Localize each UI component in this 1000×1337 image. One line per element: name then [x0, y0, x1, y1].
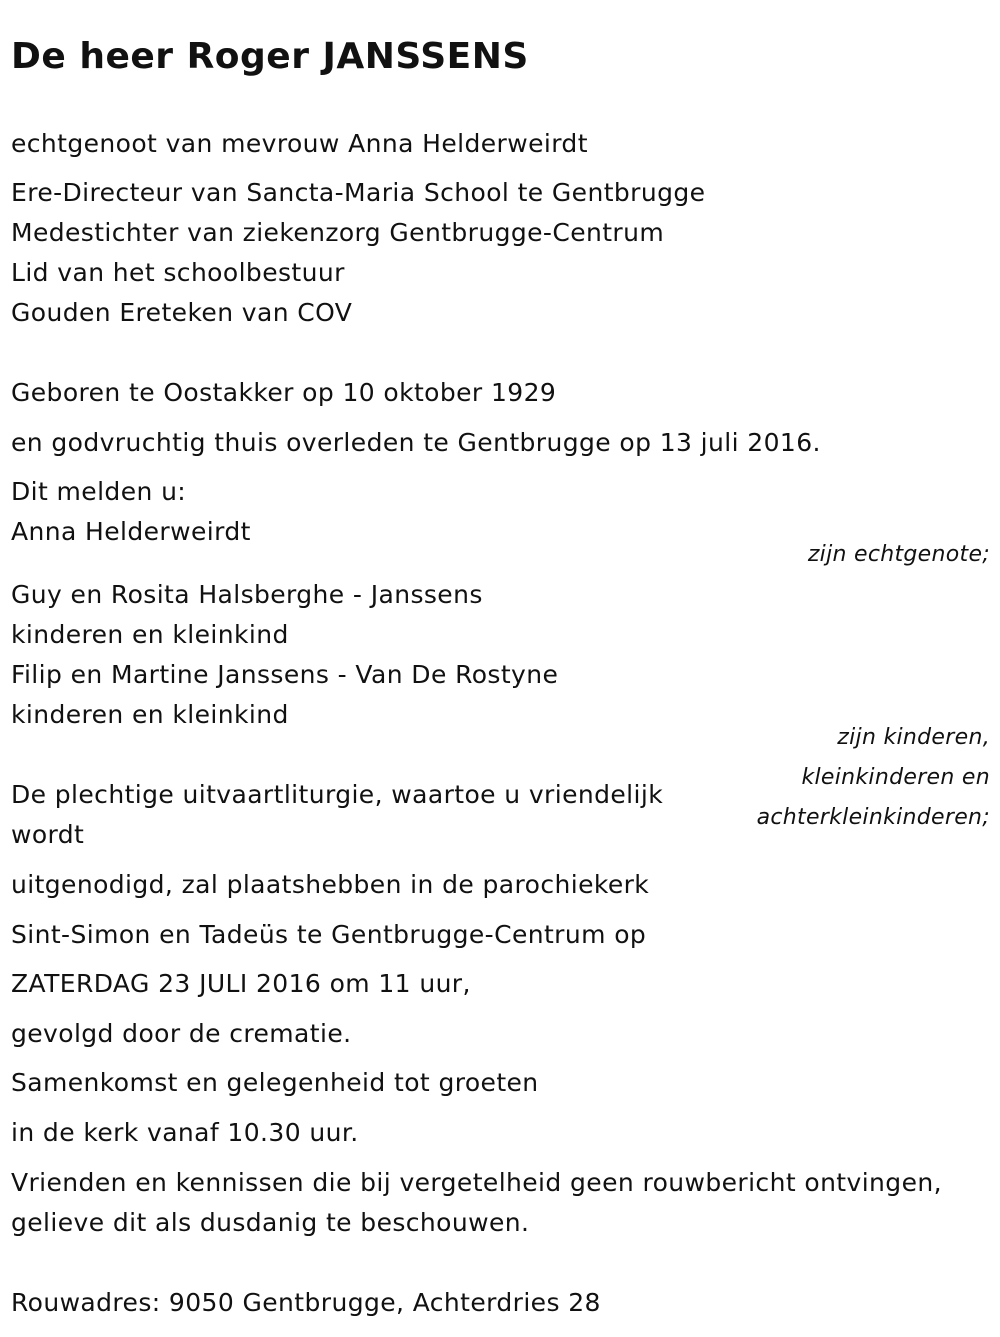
funeral-date-line: ZATERDAG 23 JULI 2016 om 11 uur, — [11, 969, 471, 998]
funeral-line: gevolgd door de crematie. — [11, 1019, 352, 1048]
children-line: kinderen en kleinkind — [11, 620, 289, 649]
birth-line: Geboren te Oostakker op 10 oktober 1929 — [11, 378, 557, 407]
spouse-line: echtgenoot van mevrouw Anna Helderweirdt — [11, 129, 588, 158]
function-line: Lid van het schoolbestuur — [11, 258, 345, 287]
funeral-line: De plechtige uitvaartliturgie, waartoe u vriendelijk — [11, 780, 664, 809]
function-line: Medestichter van ziekenzorg Gentbrugge-Centrum — [11, 218, 665, 247]
children-role-line: kleinkinderen en — [801, 765, 990, 790]
children-line: kinderen en kleinkind — [11, 700, 289, 729]
function-line: Ere-Directeur van Sancta-Maria School te Gentbrugge — [11, 178, 706, 207]
mourning-address: Rouwadres: 9050 Gentbrugge, Achterdries 28 — [11, 1288, 601, 1317]
friends-note-line: gelieve dit als dusdanig te beschouwen. — [11, 1208, 530, 1237]
announcers-intro: Dit melden u: — [11, 477, 187, 506]
spouse-name: Anna Helderweirdt — [11, 517, 251, 546]
funeral-line: uitgenodigd, zal plaatshebben in de parochiekerk — [11, 870, 650, 899]
spouse-role: zijn echtgenote; — [807, 542, 990, 567]
funeral-line: Sint-Simon en Tadeüs te Gentbrugge-Centrum op — [11, 920, 647, 949]
death-line: en godvruchtig thuis overleden te Gentbrugge op 13 juli 2016. — [11, 428, 821, 457]
deceased-name-title: De heer Roger JANSSENS — [11, 36, 529, 77]
function-line: Gouden Ereteken van COV — [11, 298, 353, 327]
children-role-line: achterkleinkinderen; — [756, 805, 990, 830]
funeral-line: in de kerk vanaf 10.30 uur. — [11, 1118, 359, 1147]
children-line: Guy en Rosita Halsberghe - Janssens — [11, 580, 483, 609]
friends-note-line: Vrienden en kennissen die bij vergetelheid geen rouwbericht ontvingen, — [11, 1168, 942, 1197]
children-line: Filip en Martine Janssens - Van De Rostyne — [11, 660, 559, 689]
children-role-line: zijn kinderen, — [837, 725, 990, 750]
funeral-line: Samenkomst en gelegenheid tot groeten — [11, 1068, 539, 1097]
funeral-line: wordt — [11, 820, 85, 849]
